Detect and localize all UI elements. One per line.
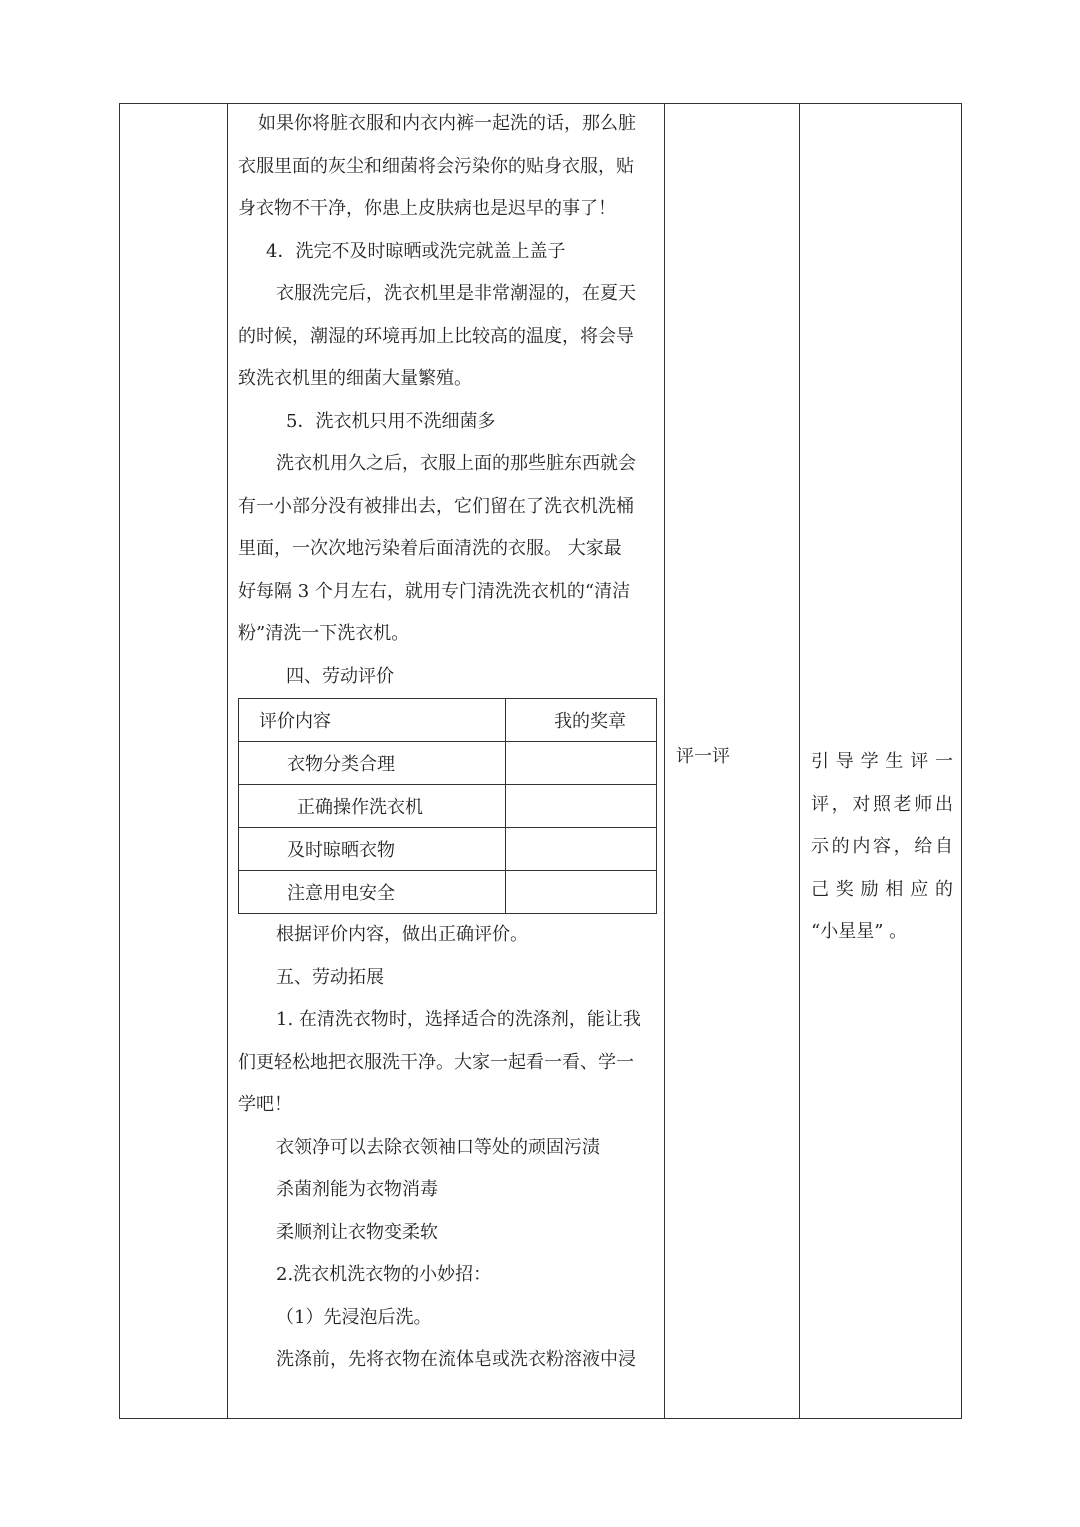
paragraph: 致洗衣机里的细菌大量繁殖。 <box>238 368 472 389</box>
header-content: 评价内容 <box>239 699 506 742</box>
table-row <box>239 828 657 871</box>
criteria-cell: 正确操作洗衣机 <box>239 785 506 828</box>
paragraph: 根据评价内容，做出正确评价。 <box>276 924 528 945</box>
activity-label: 评一评 <box>676 746 730 767</box>
section-heading-extension: 五、劳动拓展 <box>276 966 384 988</box>
paragraph: 柔顺剂让衣物变柔软 <box>276 1221 438 1243</box>
medal-cell <box>506 828 657 871</box>
paragraph: 们更轻松地把衣服洗干净。大家一起看一看、学一 <box>238 1051 634 1073</box>
medal-cell <box>506 871 657 914</box>
table-header-row <box>239 699 657 742</box>
guidance-line: 引导学生评一 <box>811 751 953 772</box>
paragraph: 2.洗衣机洗衣物的小妙招： <box>276 1264 492 1285</box>
paragraph: 洗涤前，先将衣物在流体皂或洗衣粉溶液中浸 <box>276 1349 636 1370</box>
paragraph: 衣服洗完后，洗衣机里是非常潮湿的，在夏天 <box>276 283 636 304</box>
criteria-cell: 及时晾晒衣物 <box>239 828 506 871</box>
column-border-3 <box>664 103 665 1419</box>
section-heading-evaluation: 四、劳动评价 <box>286 665 394 687</box>
criteria-cell: 衣物分类合理 <box>239 742 506 785</box>
criteria-cell: 注意用电安全 <box>239 871 506 914</box>
paragraph: 有一小部分没有被排出去，它们留在了洗衣机洗桶 <box>238 495 634 517</box>
paragraph: 好每隔 3 个月左右，就用专门清洗洗衣机的“清洁 <box>238 580 631 602</box>
paragraph: 学吧！ <box>238 1094 292 1115</box>
table-row <box>239 871 657 914</box>
paragraph: 如果你将脏衣服和内衣内裤一起洗的话，那么脏 <box>258 113 636 134</box>
paragraph: 1. 在清洗衣物时，选择适合的洗涤剂，能让我 <box>276 1009 641 1030</box>
section-heading: 4．洗完不及时晾晒或洗完就盖上盖子 <box>266 240 566 262</box>
paragraph: 衣服里面的灰尘和细菌将会污染你的贴身衣服，贴 <box>238 155 634 177</box>
evaluation-table <box>238 698 657 914</box>
guidance-line: “小星星” 。 <box>811 921 908 942</box>
medal-cell <box>506 742 657 785</box>
lesson-content-column <box>238 103 658 1382</box>
table-row <box>239 785 657 828</box>
column-border-2 <box>227 103 228 1419</box>
paragraph: 衣领净可以去除衣领袖口等处的顽固污渍 <box>276 1136 600 1158</box>
table-row <box>239 742 657 785</box>
guidance-line: 示的内容，给自 <box>811 836 953 857</box>
paragraph: 杀菌剂能为衣物消毒 <box>276 1179 438 1200</box>
header-medal: 我的奖章 <box>506 699 657 742</box>
paragraph: 身衣物不干净，你患上皮肤病也是迟早的事了！ <box>238 198 616 219</box>
column-border-5 <box>961 103 962 1419</box>
guidance-line: 己奖励相应的 <box>811 878 953 900</box>
column-border-1 <box>119 103 120 1419</box>
table-bottom-border <box>119 1418 962 1419</box>
column-border-4 <box>799 103 800 1419</box>
paragraph: 里面，一次次地污染着后面清洗的衣服。 大家最 <box>238 538 622 559</box>
guidance-text <box>811 741 953 954</box>
section-heading: 5．洗衣机只用不洗细菌多 <box>286 410 496 432</box>
medal-cell <box>506 785 657 828</box>
paragraph: （1）先浸泡后洗。 <box>276 1306 432 1328</box>
paragraph: 的时候，潮湿的环境再加上比较高的温度，将会导 <box>238 325 634 347</box>
guidance-line: 评，对照老师出 <box>811 793 953 815</box>
paragraph: 粉”清洗一下洗衣机。 <box>238 623 410 644</box>
paragraph: 洗衣机用久之后，衣服上面的那些脏东西就会 <box>276 453 636 474</box>
